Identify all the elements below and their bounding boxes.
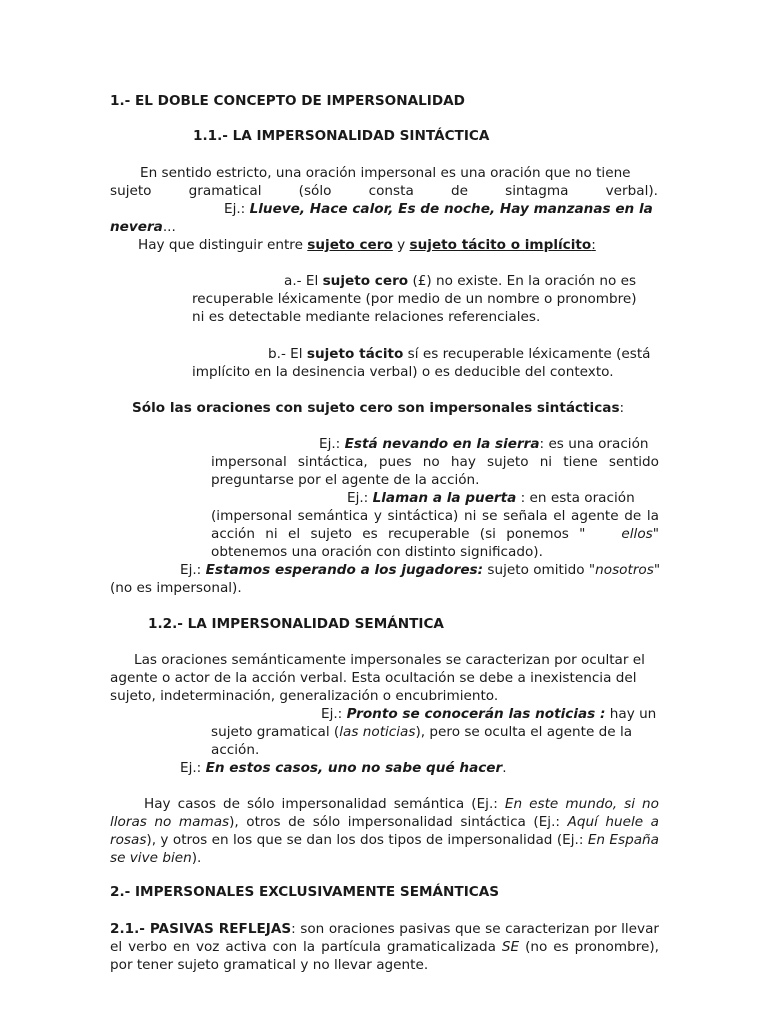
example-prefix: Ej.: xyxy=(180,562,206,578)
example-prefix: Ej.: xyxy=(321,706,347,722)
word: sintagma xyxy=(505,183,569,199)
rule-text: Sólo las oraciones con sujeto cero son impersonales sintácticas xyxy=(132,400,620,416)
example-4-line-1 xyxy=(211,705,659,723)
text: ), otros de sólo impersonalidad sintáctica (Ej.: xyxy=(229,814,568,830)
italic-word: nosotros xyxy=(595,562,654,578)
example-prefix: Ej.: xyxy=(347,490,373,506)
subsection-heading-1-2: 1.2.- LA IMPERSONALIDAD SEMÁNTICA xyxy=(148,616,444,632)
example-sentence: Llaman a la puerta xyxy=(372,490,517,506)
text: sujeto omitido " xyxy=(483,562,596,578)
example-2-line-4: obtenemos una oración con distinto significado). xyxy=(211,544,543,560)
text: " xyxy=(653,562,661,578)
term-pasivas-reflejas: 2.1.- PASIVAS REFLEJAS xyxy=(110,921,292,937)
word: gramatical xyxy=(188,183,262,199)
text: Hay casos de sólo impersonalidad semántica (Ej.: xyxy=(144,796,505,812)
section-heading-1: 1.- EL DOBLE CONCEPTO DE IMPERSONALIDAD xyxy=(110,93,465,109)
word: (sólo xyxy=(298,183,332,199)
example-4 xyxy=(211,705,659,759)
example-1-line-1 xyxy=(211,435,659,453)
semantic-line-3: sujeto, indeterminación, generalización o encubrimiento. xyxy=(110,688,499,704)
term-sujeto-cero: sujeto cero xyxy=(307,237,393,253)
example-sentence: En estos casos, uno no sabe qué hacer xyxy=(205,760,503,776)
example-prefix: Ej.: xyxy=(180,760,206,776)
definition-line-1: En sentido estricto, una oración impersonal es una oración que no tiene xyxy=(140,165,631,181)
example-2-line-3 xyxy=(211,525,659,543)
text: Hay que distinguir entre xyxy=(138,237,308,253)
text-group xyxy=(621,525,659,543)
italic-example: En España se vive bien xyxy=(110,832,659,866)
definition-example xyxy=(110,200,658,218)
definition-line-2 xyxy=(110,182,658,200)
text: ). xyxy=(191,850,202,866)
example-4-line-2 xyxy=(211,723,659,741)
text: (no es pronombre), por tener sujeto gramatical y no llevar agente. xyxy=(110,939,659,973)
example-prefix: Ej.: xyxy=(319,436,345,452)
text: : xyxy=(619,400,625,416)
word: de xyxy=(450,183,468,199)
example-1-line-2: impersonal sintáctica, pues no hay sujeto ni tiene sentido xyxy=(211,454,659,470)
text: : son oraciones pasivas que se caracterizan por llevar el verbo en voz activa con la partícula gramaticalizada xyxy=(110,921,659,955)
paragraph-semantic xyxy=(110,651,659,705)
point-b-line-1 xyxy=(192,345,658,363)
example-2 xyxy=(211,489,659,561)
paragraph-pasivas-reflejas xyxy=(110,920,659,974)
text: ), y otros en los que se dan los dos tipos de impersonalidad (Ej.: xyxy=(146,832,588,848)
symbol: (£) xyxy=(408,273,432,289)
italic-phrase: las noticias xyxy=(339,724,416,740)
paragraph-distinction xyxy=(138,236,596,254)
example-1-line-3: preguntarse por el agente de la acción. xyxy=(211,472,480,488)
text: : es una oración xyxy=(539,436,649,452)
text: acción ni el sujeto es recuperable (si ponemos " xyxy=(211,526,586,542)
example-1 xyxy=(211,435,659,489)
definition-example-cont xyxy=(110,218,658,236)
word: verbal). xyxy=(605,183,658,199)
text: hay un xyxy=(605,706,657,722)
example-2-line-1 xyxy=(211,489,659,507)
point-a-line-3: ni es detectable mediante relaciones referenciales. xyxy=(192,309,541,325)
semantic-line-2: agente o actor de la acción verbal. Esta ocultación se debe a inexistencia del xyxy=(110,670,637,686)
semantic-line-1: Las oraciones semánticamente impersonales se caracterizan por ocultar el xyxy=(134,652,645,668)
example-3 xyxy=(110,561,659,597)
example-3-line-1 xyxy=(110,561,659,579)
text: no existe. En la oración no es xyxy=(431,273,637,289)
italic-word: ellos xyxy=(621,526,653,542)
point-b xyxy=(192,345,658,381)
example-ellipsis: ... xyxy=(162,219,176,235)
example-sentence: Está nevando en la sierra xyxy=(344,436,540,452)
example-2-line-2: (impersonal semántica y sintáctica) ni se señala el agente de la xyxy=(211,508,659,524)
term-sujeto-tacito: sujeto tácito o implícito xyxy=(409,237,592,253)
paragraph-cases xyxy=(110,795,659,867)
example-3-line-2: (no es impersonal). xyxy=(110,580,242,596)
text: : en esta oración xyxy=(516,490,635,506)
section-heading-2: 2.- IMPERSONALES EXCLUSIVAMENTE SEMÁNTICAS xyxy=(110,884,500,900)
rule-statement xyxy=(132,399,624,417)
italic-example: Aquí huele a rosas xyxy=(110,814,659,848)
example-5 xyxy=(180,759,507,777)
point-a xyxy=(192,272,658,326)
word: consta xyxy=(368,183,414,199)
text: b.- El xyxy=(268,346,307,362)
example-prefix: Ej.: xyxy=(224,201,250,217)
term-sujeto-cero: sujeto cero xyxy=(322,273,409,289)
text: ), pero se oculta el agente de la xyxy=(415,724,633,740)
subsection-heading-1-1: 1.1.- LA IMPERSONALIDAD SINTÁCTICA xyxy=(193,128,490,144)
example-sentence: Estamos esperando a los jugadores: xyxy=(205,562,484,578)
example-text: Llueve, Hace calor, Es de noche, Hay manzanas en la xyxy=(249,201,653,217)
example-sentence: Pronto se conocerán las noticias : xyxy=(346,706,606,722)
text: . xyxy=(502,760,507,776)
text: " xyxy=(652,526,659,542)
text: y xyxy=(392,237,410,253)
point-b-line-2: implícito en la desinencia verbal) o es deducible del contexto. xyxy=(192,364,614,380)
example-4-line-3: acción. xyxy=(211,742,260,758)
paragraph-definition xyxy=(110,164,658,236)
point-a-line-2: recuperable léxicamente (por medio de un nombre o pronombre) xyxy=(192,291,637,307)
text: sí es recuperable léxicamente (está xyxy=(403,346,651,362)
point-a-line-1 xyxy=(192,272,658,290)
text: sujeto gramatical ( xyxy=(211,724,340,740)
word: sujeto xyxy=(110,183,152,199)
text: a.- El xyxy=(284,273,323,289)
term-sujeto-tacito: sujeto tácito xyxy=(306,346,404,362)
italic-example: En este mundo, si no lloras no mamas xyxy=(110,796,659,830)
text: : xyxy=(591,237,596,253)
italic-particle: SE xyxy=(501,939,520,955)
example-text: nevera xyxy=(110,219,163,235)
